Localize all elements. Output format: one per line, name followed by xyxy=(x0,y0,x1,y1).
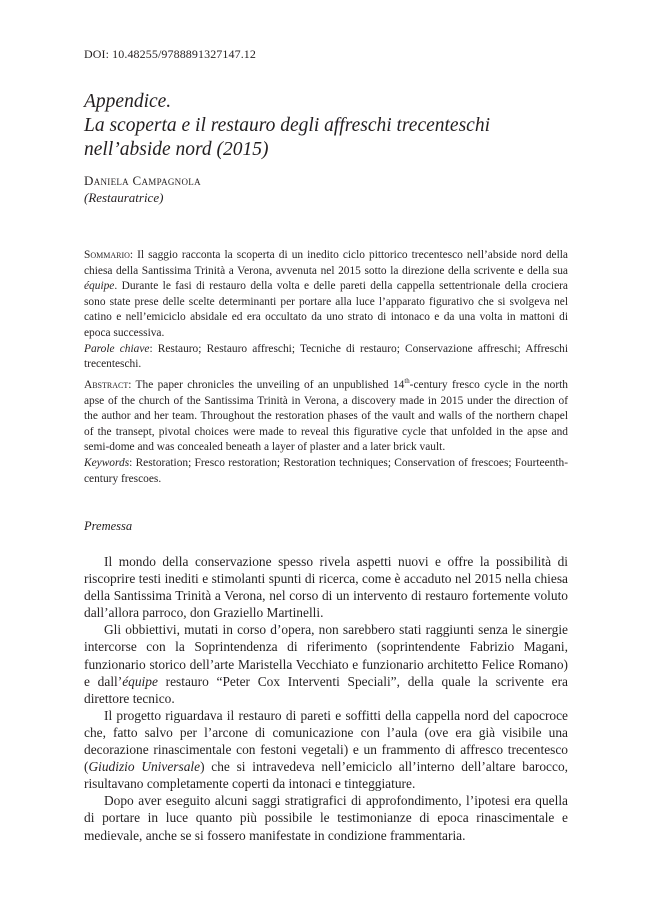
body-paragraph-4: Dopo aver eseguito alcuni saggi stratigrafici di approfondimento, l’ipotesi era quella di portare in luce quanto più possibile le testimonianze di epoca rinascimentale e medievale, anche se si fossero manifestate in condizione frammentaria. xyxy=(84,793,568,843)
parole-chiave-text: : Restauro; Restauro affreschi; Tecniche di restauro; Conservazione affreschi; Affreschi trecenteschi. xyxy=(84,342,568,371)
sommario-paragraph xyxy=(84,248,568,373)
body-p2-text-b: restauro “Peter Cox Interventi Speciali”, della quale la scrivente era direttore tecnico. xyxy=(84,673,568,706)
sommario-text: Il saggio racconta la scoperta di un inedito ciclo pittorico trecentesco nell’abside nord della chiesa della Santissima Trinità a Verona, avvenuta nel 2015 sotto la direzione della scrivente e della sua xyxy=(84,249,568,277)
author-name: Daniela Campagnola xyxy=(84,173,201,188)
title-line-3: nell’abside nord (2015) xyxy=(84,139,269,160)
body-paragraph-2 xyxy=(84,621,568,706)
body-p3-italic: Giudizio Universale xyxy=(88,759,201,775)
body-p2-text-a: Gli obbiettivi, mutati in corso d’opera, non sarebbero stati raggiunti senza le sinergie intercorse con la Soprintendenza di riferimento (soprintendente Fabrizio Magani, funzionario storico dell’arte Maristella Vecchiato e funzionario architetto Felice Romano) e dall’ xyxy=(84,622,568,689)
abstract-paragraph xyxy=(84,378,568,487)
sommario-label: Sommario: xyxy=(84,249,134,261)
body-text xyxy=(84,553,568,844)
abstract-text-1: The paper chronicles the unveiling of an unpublished 14 xyxy=(131,379,405,391)
keywords-text: : Restoration; Fresco restoration; Restoration techniques; Conservation of frescoes; Fourteenth-century frescoes. xyxy=(84,456,568,485)
keywords-label: Keywords xyxy=(84,456,130,469)
section-heading: Premessa xyxy=(84,519,133,533)
body-paragraph-1: Il mondo della conservazione spesso rivela aspetti nuovi e offre la possibilità di riscoprire testi inediti e stimolanti spunti di ricerca, come è accaduto nel 2015 nella chiesa della Santissima Trinità a Verona, nel corso di un intervento di restauro fortemente voluto dall’allora parroco, don Graziello Martinelli. xyxy=(84,554,568,621)
author-block xyxy=(84,172,201,206)
body-p3-text-b: ) che si intravedeva nell’emiciclo all’interno dell’altare barocco, risultavano completamente coperti da intonaci e tinteggiature. xyxy=(84,759,568,792)
title-line-1: Appendice. xyxy=(84,91,172,112)
body-p2-italic: équipe xyxy=(122,673,158,689)
abstract-text-2: -century fresco cycle in the north apse of the church of the Santissima Trinità in Verona, a discovery made in 2015 under the direction of the author and her team. Throughout the restoration phases of the vault and walls of the northern chapel of the transept, pivotal choices were made to reveal this figurative cycle that unfolded in the apse and semi-dome and was concealed beneath a layer of plaster and a later brick vault. xyxy=(84,379,569,454)
doi-line: DOI: 10.48255/9788891327147.12 xyxy=(84,47,256,61)
body-p3-text-a: Il progetto riguardava il restauro di pareti e soffitti della cappella nord del capocroce che, fatto salvo per l’arcone di comunicazione con l’aula (ove era già visibile una decorazione rinascimentale con festoni vegetali) e un frammento di affresco trecentesco ( xyxy=(84,707,568,775)
abstract-label: Abstract: xyxy=(84,379,132,391)
title-line-2: La scoperta e il restauro degli affreschi trecenteschi xyxy=(84,115,490,136)
body-paragraph-3 xyxy=(84,707,568,792)
chapter-title xyxy=(84,90,584,162)
author-role: (Restauratrice) xyxy=(84,190,164,205)
abstract-superscript: th xyxy=(404,378,410,386)
parole-chiave-label: Parole chiave xyxy=(84,342,150,355)
sommario-italic-word: équipe xyxy=(84,280,115,293)
sommario-text-2: . Durante le fasi di restauro della volta e delle pareti della cappella settentrionale della crociera sono state prese delle scelte determinanti per portare alla luce l’apparato figurativo che si svolgeva nel catino e nell’emiciclo absidale ed era occultato da uno strato di intonaco e da una volta in mattoni di epoca successiva. xyxy=(84,280,568,339)
